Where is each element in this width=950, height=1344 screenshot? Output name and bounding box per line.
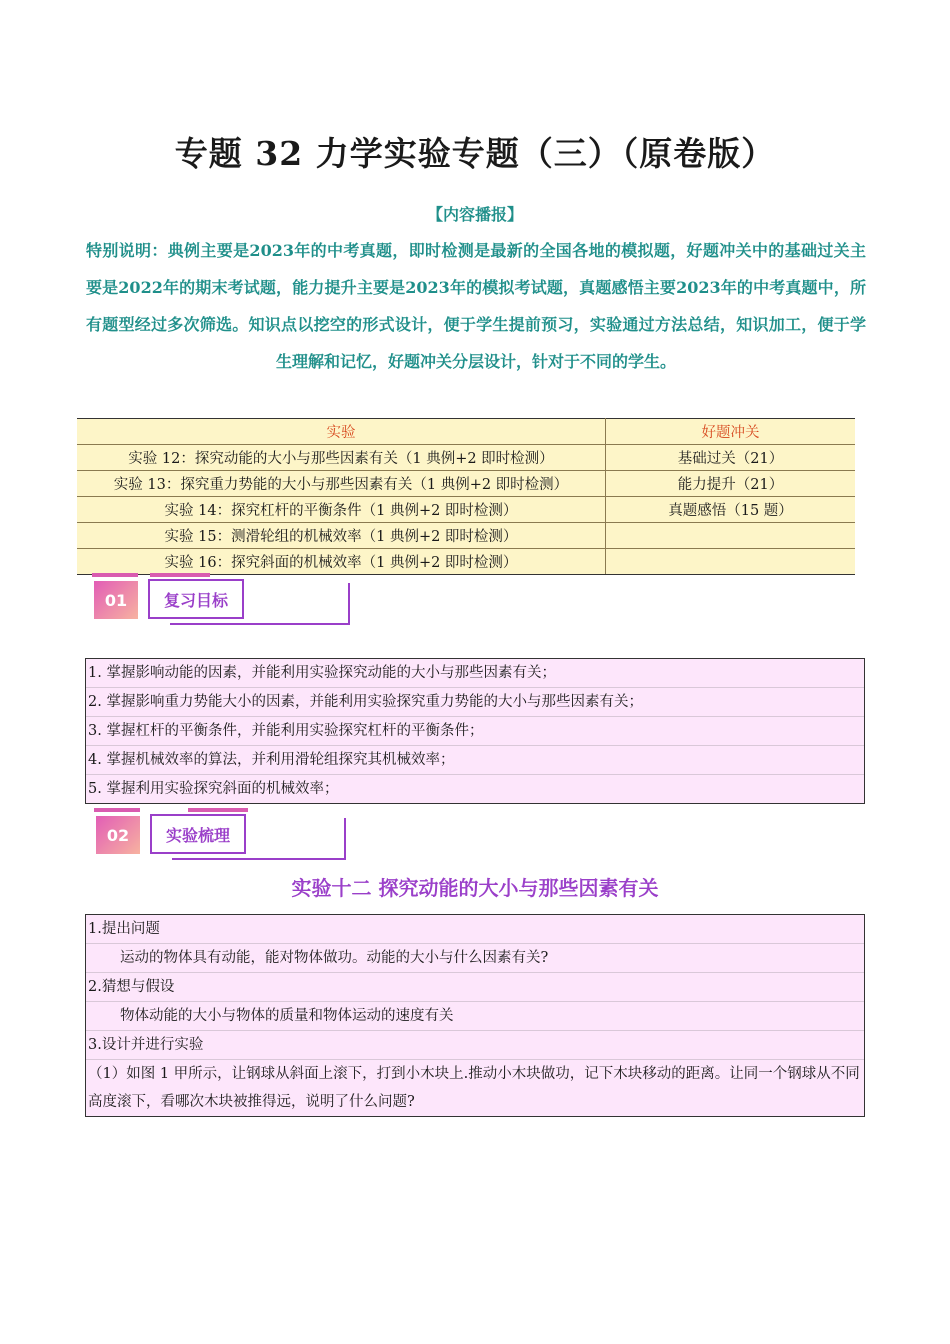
table-row (77, 523, 855, 549)
badge-stripe (94, 808, 140, 812)
experiment-cell: 实验 14：探究杠杆的平衡条件（1 典例+2 即时检测） (77, 497, 606, 523)
step-heading: 1.提出问题 (86, 915, 864, 944)
goal-item: 2. 掌握影响重力势能大小的因素，并能利用实验探究重力势能的大小与那些因素有关； (86, 688, 864, 717)
badge-stripe (92, 573, 138, 577)
header-experiment: 实验 (77, 419, 606, 445)
practice-cell (606, 523, 856, 549)
step-body: （1）如图 1 甲所示，让钢球从斜面上滚下，打到小木块上.推动小木块做功，记下木块移动的距离。让同一个钢球从不同高度滚下，看哪次木块被推得远，说明了什么问题? (88, 1066, 860, 1110)
practice-cell (606, 549, 856, 575)
badge-stripe (188, 808, 248, 812)
content-broadcast-label: 【内容播报】 (426, 205, 523, 224)
table-header-row (77, 419, 855, 445)
practice-cell: 基础过关（21） (606, 445, 856, 471)
experiment-cell: 实验 13：探究重力势能的大小与那些因素有关（1 典例+2 即时检测） (77, 471, 606, 497)
header-practice: 好题冲关 (606, 419, 856, 445)
section-badge-experiment-review (92, 808, 272, 866)
step-heading: 3.设计并进行实验 (86, 1031, 864, 1060)
experiment-cell: 实验 16：探究斜面的机械效率（1 典例+2 即时检测） (77, 549, 606, 575)
table-row (77, 471, 855, 497)
page-title: 专题 32 力学实验专题（三）（原卷版） (174, 134, 776, 173)
step-heading: 2.猜想与假设 (86, 973, 864, 1002)
goal-item: 1. 掌握影响动能的因素，并能利用实验探究动能的大小与那些因素有关； (86, 659, 864, 688)
section-number: 02 (96, 816, 140, 854)
review-goals-box (85, 658, 865, 804)
experiment-title: 实验十二 探究动能的大小与那些因素有关 (291, 876, 659, 900)
table-row (77, 445, 855, 471)
goal-item: 3. 掌握杠杆的平衡条件，并能利用实验探究杠杆的平衡条件； (86, 717, 864, 746)
experiment-cell: 实验 12：探究动能的大小与那些因素有关（1 典例+2 即时检测） (77, 445, 606, 471)
practice-cell: 能力提升（21） (606, 471, 856, 497)
overview-table (77, 418, 855, 575)
goal-item: 4. 掌握机械效率的算法，并利用滑轮组探究其机械效率； (86, 746, 864, 775)
step-body: 运动的物体具有动能，能对物体做功。动能的大小与什么因素有关? (86, 944, 864, 973)
table-row (77, 497, 855, 523)
experiment-cell: 实验 15：测滑轮组的机械效率（1 典例+2 即时检测） (77, 523, 606, 549)
section-badge-review-goals (90, 573, 270, 631)
table-row (77, 549, 855, 575)
section-label: 复习目标 (148, 579, 244, 619)
experiment-box (85, 914, 865, 1117)
step-body: 物体动能的大小与物体的质量和物体运动的速度有关 (86, 1002, 864, 1031)
goal-item: 5. 掌握利用实验探究斜面的机械效率； (88, 781, 339, 797)
section-label: 实验梳理 (150, 814, 246, 854)
section-number: 01 (94, 581, 138, 619)
badge-stripe (150, 573, 210, 577)
special-note: 特别说明：典例主要是2023年的中考真题，即时检测是最新的全国各地的模拟题，好题冲关中的基础过关主要是2022年的期末考试题，能力提升主要是2023年的模拟考试题，真题感悟主要2023年的中考真题中，所有题型经过多次筛选。知识点以挖空的形式设计，便于学生提前预习，实验通过方法总结，知识加工，便于学生理解和记忆，好题冲关分层设计，针对于不同的学生。 (86, 241, 866, 371)
practice-cell: 真题感悟（15 题） (606, 497, 856, 523)
